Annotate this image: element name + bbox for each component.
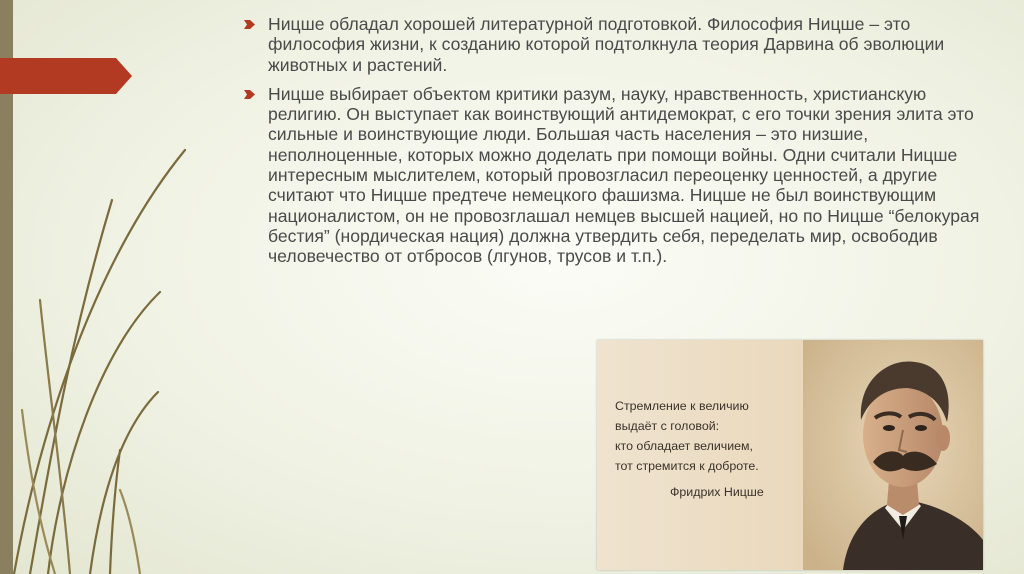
bullet-text: Ницше обладал хорошей литературной подготовкой. Философия Ницше – это философия жизни, к созданию которой подтолкнула теория Дарвина об эволюции животных и растений. xyxy=(268,14,945,75)
arrow-bullet-icon xyxy=(244,89,255,100)
quote-line: выдаёт с головой: xyxy=(615,419,720,433)
quote-portrait-card xyxy=(597,340,983,570)
bullet-item xyxy=(244,14,984,75)
quote-line: тот стремится к доброте. xyxy=(615,459,759,473)
quote-text xyxy=(615,396,820,476)
quote-author: Фридрих Ницше xyxy=(670,485,764,499)
title-accent-arrow xyxy=(0,58,132,94)
bullet-item xyxy=(244,84,984,267)
portrait-photo xyxy=(803,340,983,570)
slide-content xyxy=(244,14,984,276)
bullet-text: Ницше выбирает объектом критики разум, науку, нравственность, христианскую религию. Он выступает как воинствующий антидемократ, с его точки зрения элита это сильные и воинствующие люди. Большая часть населения – это низшие, неполноценные, которых можно доделать при помощи войны. Одни считали Ницше интересным мыслителем, который провозгласил переоценку ценностей, а другие считают что Ницше предтече немецкого фашизма. Ницше не был воинствующим националистом, он не провозглашал немцев высшей нацией, но по Ницше “белокурая бестия” (нордическая нация) должна утвердить себя, переделать мир, освободив человечество от отбросов (лгунов, трусов и т.п.). xyxy=(268,83,980,267)
quote-line: кто обладает величием, xyxy=(615,439,754,453)
arrow-bullet-icon xyxy=(244,19,255,30)
quote-line: Стремление к величию xyxy=(615,399,749,413)
